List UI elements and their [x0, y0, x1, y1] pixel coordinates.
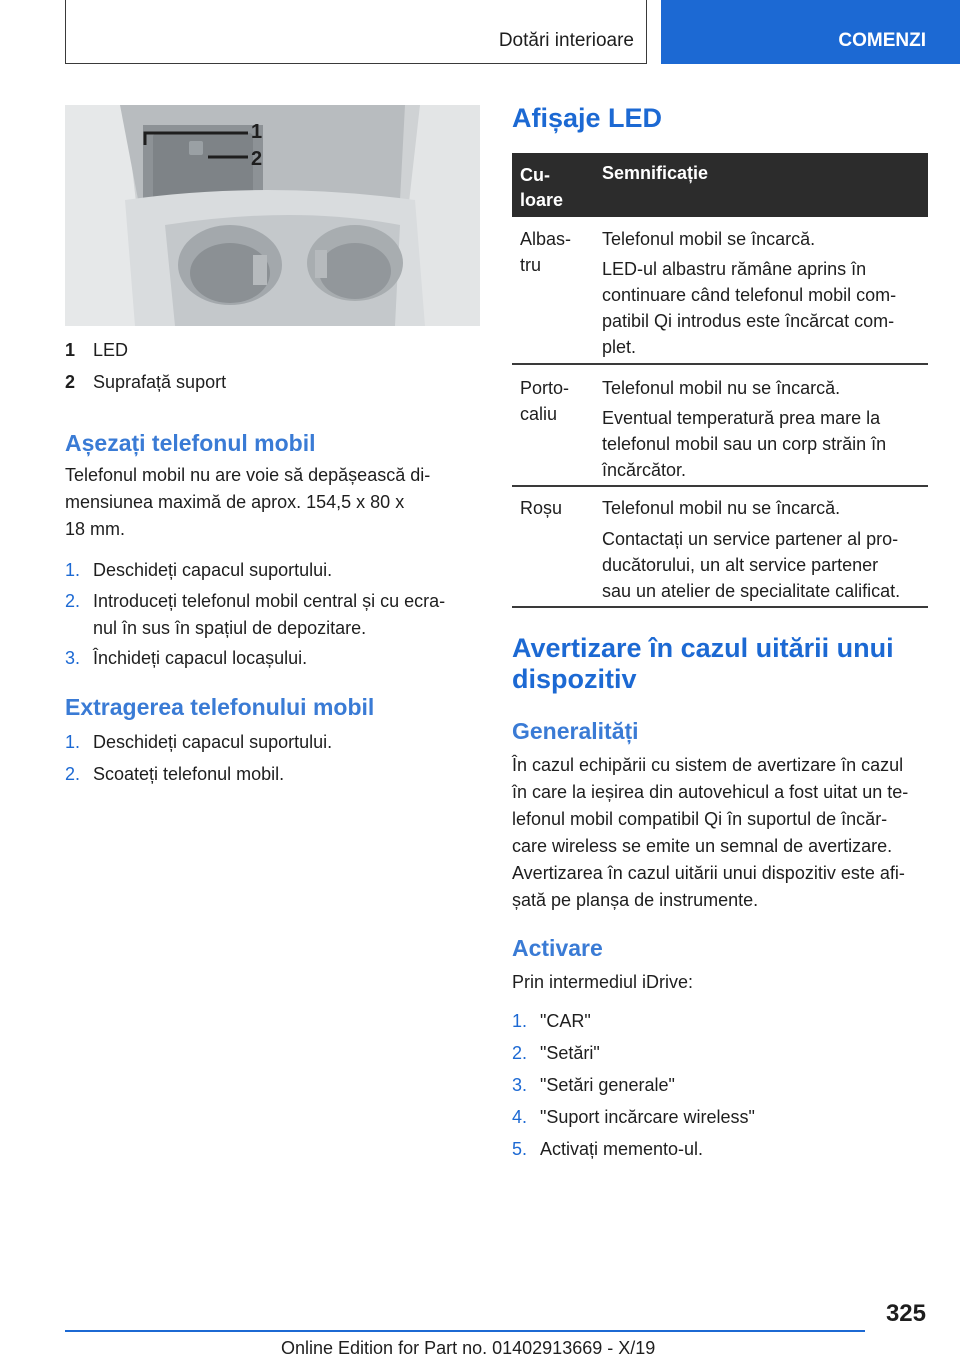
page-number: 325: [885, 1300, 926, 1327]
legend-label: LED: [93, 340, 129, 360]
table-cell-color: Albas- tru: [520, 229, 572, 275]
legend-label: Suprafață suport: [93, 372, 227, 392]
heading-activate: Activare: [512, 935, 603, 961]
table-cell-color: Porto- caliu: [520, 378, 570, 424]
table-cell-meaning: Telefonul mobil se încarcă.: [602, 229, 816, 249]
svg-text:2: 2: [251, 148, 263, 170]
header-chapter-tab: [661, 0, 960, 64]
legend-number: 1: [65, 340, 76, 360]
table-cell-meaning: Telefonul mobil nu se încarcă.: [602, 498, 841, 518]
table-row-divider: [512, 606, 928, 608]
header-chapter-title: COMENZI: [838, 30, 926, 51]
heading-place-phone: Așezați telefonul mobil: [65, 430, 316, 456]
heading-forgotten-device-warning: Avertizare în cazul uitării unui dispozitiv: [512, 633, 894, 694]
paragraph-warning-general: În cazul echipării cu sistem de avertizare în cazul în care la ieșirea din autovehicul a fost uitat un te- lefonul mobil compatibil Qi în suportul de încăr- care wireless se emite un semnal de avertizare.: [512, 755, 909, 856]
table-cell-color: Roșu: [520, 498, 563, 518]
heading-remove-phone: Extragerea telefonului mobil: [65, 694, 375, 720]
led-table-header: [512, 153, 928, 217]
legend-number: 2: [65, 372, 76, 392]
table-row-divider: [512, 485, 928, 487]
paragraph-idrive: Prin intermediul iDrive:: [512, 972, 694, 992]
header-section-title: Dotări interioare: [498, 30, 634, 51]
header-section-box: [65, 0, 647, 64]
column-header-meaning: Semnificație: [602, 163, 709, 183]
footer-divider: [65, 1330, 865, 1332]
table-cell-meaning-detail: LED-ul albastru rămâne aprins în continuare când telefonul mobil com- patibil Qi introdus este încărcat com- plet.: [602, 259, 897, 357]
heading-led-indicators: Afișaje LED: [512, 103, 663, 133]
table-cell-meaning: Telefonul mobil nu se încarcă.: [602, 378, 841, 398]
paragraph-warning-display: Avertizarea în cazul uitării unui dispozitiv este afi- șată pe planșa de instrumente.: [512, 863, 905, 910]
column-header-color: Cu- loare: [520, 165, 564, 210]
table-row-divider: [512, 363, 928, 365]
heading-general: Generalități: [512, 718, 639, 744]
table-cell-meaning-detail: Eventual temperatură prea mare la telefonul mobil sau un corp străin în încărcător.: [602, 408, 887, 480]
table-cell-meaning-detail: Contactați un service partener al pro- ducătorului, un alt service partener sau un atelier de specialitate calificat.: [602, 529, 901, 601]
charging-tray-photo: [65, 105, 480, 326]
paragraph-place-phone: Telefonul mobil nu are voie să depășească di- mensiunea maximă de aprox. 154,5 x 80 x 18 mm.: [65, 465, 431, 539]
svg-text:1: 1: [251, 121, 263, 143]
footer-edition: Online Edition for Part no. 01402913669 - X/19: [281, 1338, 656, 1358]
